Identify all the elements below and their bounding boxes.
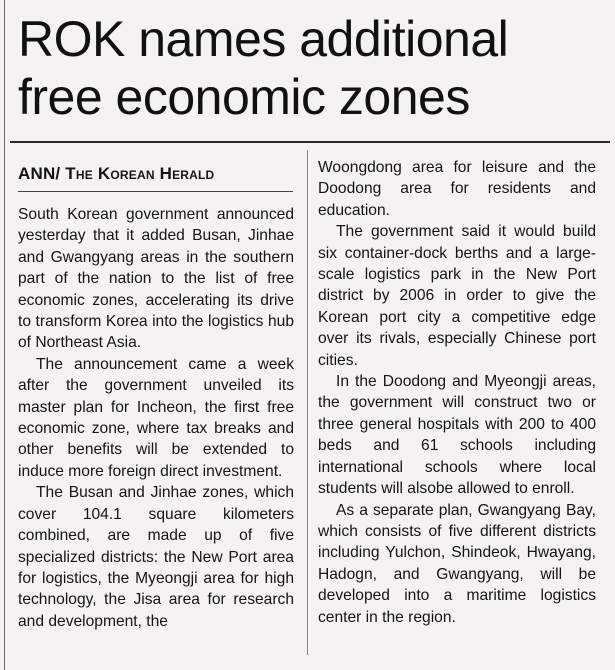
article-column-right	[318, 157, 596, 628]
article-column-left	[18, 204, 294, 632]
byline-prefix: ANN/	[18, 164, 61, 183]
paragraph: The announcement came a week after the government unveiled its master plan for Incheon, the first free economic zone, where tax breaks and other benefits will be extended to induce more foreign direct investment.	[18, 355, 294, 480]
paragraph: As a separate plan, Gwangyang Bay, which consists of five different districts including Yulchon, Shindeok, Hwayang, Hadogn, and Gwangyang, will be developed into a maritime logistics center in the region.	[318, 501, 596, 626]
paragraph: The Busan and Jinhae zones, which cover 104.1 square kilometers combined, are made up of five specialized districts: the New Port area for logistics, the Myeongji area for high technology, the Jisa area for research and development, the	[18, 484, 294, 630]
page-edge-rule	[4, 0, 5, 670]
paragraph: South Korean government announced yesterday that it added Busan, Jinhae and Gwangyang areas in the southern part of the nation to the list of free economic zones, accelerating its drive to transform Korea into the logistics hub of Northeast Asia.	[18, 206, 294, 352]
headline-line-1: ROK names additional	[18, 11, 509, 67]
paragraph: In the Doodong and Myeongji areas, the government will construct two or three general hospitals with 200 to 400 beds and 61 schools including international schools where local students will alsobe allowed to enroll.	[318, 373, 596, 498]
byline-source: The Korean Herald	[65, 164, 215, 183]
column-divider	[307, 150, 308, 655]
byline	[18, 164, 293, 184]
paragraph: The government said it would build six container-dock berths and a large-scale logistics park in the New Port district by 2006 in order to give the Korean port city a competitive edge over its rivals, especially Chinese port cities.	[318, 223, 596, 369]
paragraph: Woongdong area for leisure and the Doodong area for residents and education.	[318, 159, 596, 219]
headline-line-2: free economic zones	[18, 69, 470, 125]
headline-divider	[10, 141, 610, 143]
headline	[18, 10, 608, 126]
byline-underline	[18, 191, 293, 192]
